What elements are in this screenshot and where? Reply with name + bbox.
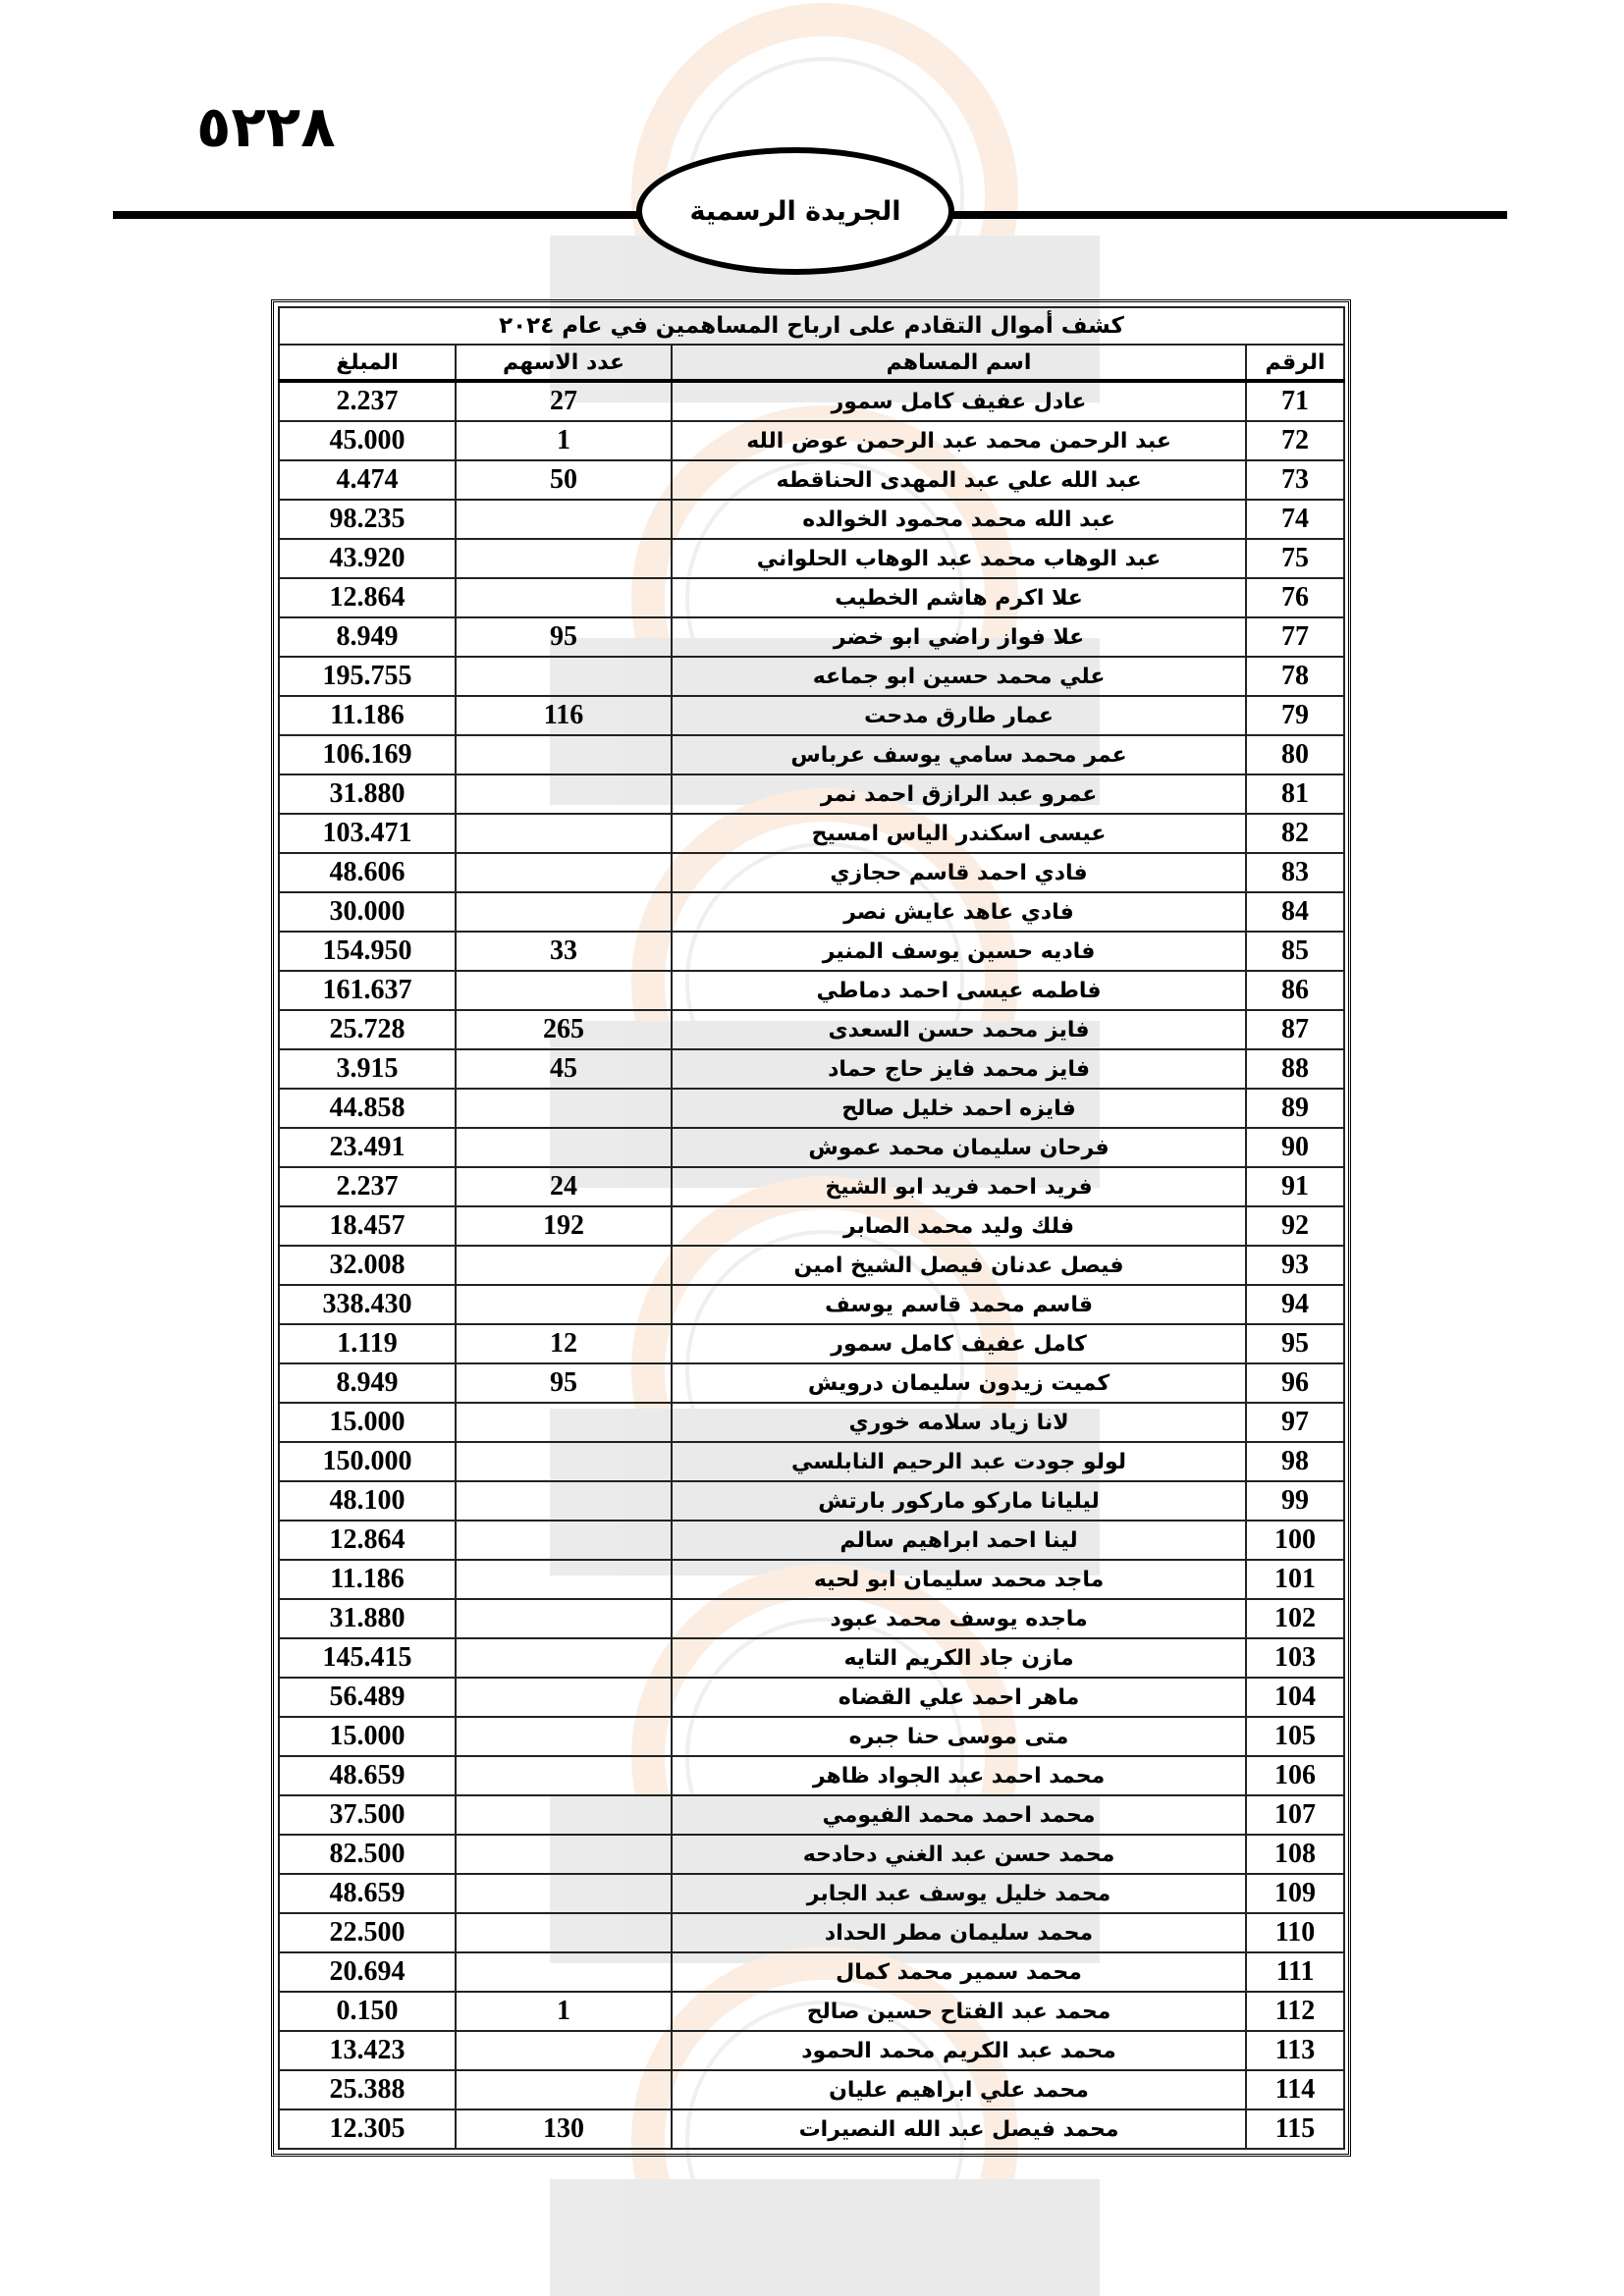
row-number: 96 [1246,1363,1344,1403]
header-amount: المبلغ [279,345,456,381]
row-number: 93 [1246,1246,1344,1285]
row-name: فريد احمد فريد ابو الشيخ [672,1167,1246,1206]
row-name: عبد الله محمد محمود الخوالده [672,500,1246,539]
row-amount: 150.000 [279,1442,456,1481]
header-number: الرقم [1246,345,1344,381]
row-shares [456,735,672,774]
table-row [279,1599,1344,1638]
row-amount: 25.728 [279,1010,456,1049]
table-row [279,1049,1344,1089]
table-caption: كشف أموال التقادم على ارباح المساهمين في عام ٢٠٢٤ [279,307,1344,345]
row-name: محمد سمير محمد كمال [672,1952,1246,1992]
row-amount: 12.864 [279,1521,456,1560]
row-name: علا اكرم هاشم الخطيب [672,578,1246,617]
row-name: فرحان سليمان محمد عموش [672,1128,1246,1167]
table-row [279,2070,1344,2109]
row-number: 92 [1246,1206,1344,1246]
table-row [279,1246,1344,1285]
row-amount: 11.186 [279,1560,456,1599]
row-amount: 25.388 [279,2070,456,2109]
table-row [279,1717,1344,1756]
table-row [279,1560,1344,1599]
row-amount: 15.000 [279,1403,456,1442]
row-name: عبد الوهاب محمد عبد الوهاب الحلواني [672,539,1246,578]
table-row [279,1481,1344,1521]
row-shares [456,539,672,578]
row-shares: 12 [456,1324,672,1363]
row-name: قاسم محمد قاسم يوسف [672,1285,1246,1324]
row-amount: 154.950 [279,932,456,971]
table-row [279,1835,1344,1874]
row-number: 115 [1246,2109,1344,2149]
row-shares [456,1874,672,1913]
table-row [279,1795,1344,1835]
table-row [279,1324,1344,1363]
row-name: فايز محمد فايز حاج حماد [672,1049,1246,1089]
row-amount: 15.000 [279,1717,456,1756]
row-shares [456,1560,672,1599]
row-number: 79 [1246,696,1344,735]
table-row [279,1756,1344,1795]
row-number: 106 [1246,1756,1344,1795]
row-shares: 50 [456,460,672,500]
row-name: محمد علي ابراهيم عليان [672,2070,1246,2109]
row-number: 98 [1246,1442,1344,1481]
row-shares [456,1913,672,1952]
row-name: فلك وليد محمد الصابر [672,1206,1246,1246]
table-row [279,932,1344,971]
row-amount: 23.491 [279,1128,456,1167]
row-number: 108 [1246,1835,1344,1874]
row-shares: 33 [456,932,672,971]
row-number: 81 [1246,774,1344,814]
row-number: 90 [1246,1128,1344,1167]
row-name: متى موسى حنا جبره [672,1717,1246,1756]
row-shares: 24 [456,1167,672,1206]
table-row [279,1521,1344,1560]
row-name: ماهر احمد علي القضاه [672,1678,1246,1717]
row-name: عيسى اسكندر الياس امسيح [672,814,1246,853]
row-amount: 48.659 [279,1874,456,1913]
table-row [279,774,1344,814]
table-row [279,735,1344,774]
row-number: 85 [1246,932,1344,971]
row-shares [456,774,672,814]
row-shares [456,1403,672,1442]
row-amount: 98.235 [279,500,456,539]
row-amount: 30.000 [279,892,456,932]
row-name: محمد احمد محمد الفيومي [672,1795,1246,1835]
row-name: فاطمه عيسى احمد دماطي [672,971,1246,1010]
row-amount: 2.237 [279,381,456,421]
row-shares [456,1638,672,1678]
row-name: علي محمد حسين ابو جماعه [672,657,1246,696]
row-amount: 82.500 [279,1835,456,1874]
row-number: 97 [1246,1403,1344,1442]
row-number: 88 [1246,1049,1344,1089]
row-name: عمرو عبد الرازق احمد نمر [672,774,1246,814]
table-row [279,1285,1344,1324]
row-amount: 8.949 [279,617,456,657]
row-number: 87 [1246,1010,1344,1049]
row-shares: 130 [456,2109,672,2149]
row-name: فاديه حسين يوسف المنير [672,932,1246,971]
row-amount: 48.100 [279,1481,456,1521]
row-number: 95 [1246,1324,1344,1363]
row-name: محمد احمد عبد الجواد ظاهر [672,1756,1246,1795]
row-number: 107 [1246,1795,1344,1835]
row-shares [456,500,672,539]
table-row [279,500,1344,539]
row-name: عمار طارق مدحت [672,696,1246,735]
table-row [279,617,1344,657]
row-shares [456,1599,672,1638]
table-row [279,1952,1344,1992]
row-number: 110 [1246,1913,1344,1952]
table-row [279,814,1344,853]
gazette-title: الجريدة الرسمية [689,195,901,227]
row-amount: 44.858 [279,1089,456,1128]
table-row [279,892,1344,932]
row-amount: 43.920 [279,539,456,578]
row-shares [456,1952,672,1992]
row-amount: 31.880 [279,1599,456,1638]
row-shares [456,1481,672,1521]
row-number: 101 [1246,1560,1344,1599]
table-row [279,1128,1344,1167]
row-name: عمر محمد سامي يوسف عرباس [672,735,1246,774]
row-amount: 20.694 [279,1952,456,1992]
row-amount: 2.237 [279,1167,456,1206]
table-row [279,696,1344,735]
row-number: 114 [1246,2070,1344,2109]
row-name: ماجد محمد سليمان ابو لحيه [672,1560,1246,1599]
row-shares: 95 [456,617,672,657]
contributions-table-frame [271,299,1351,2157]
row-number: 109 [1246,1874,1344,1913]
row-shares [456,892,672,932]
row-number: 89 [1246,1089,1344,1128]
table-row [279,1913,1344,1952]
row-shares: 95 [456,1363,672,1403]
page-number: ٥٢٢٨ [196,93,336,160]
row-amount: 11.186 [279,696,456,735]
table-row [279,657,1344,696]
row-name: عبد الله علي عبد المهدى الحناقطه [672,460,1246,500]
row-shares [456,657,672,696]
row-name: مازن جاد الكريم التايه [672,1638,1246,1678]
row-shares: 45 [456,1049,672,1089]
row-name: لولو جودت عبد الرحيم النابلسي [672,1442,1246,1481]
row-name: محمد فيصل عبد الله النصيرات [672,2109,1246,2149]
row-shares: 1 [456,421,672,460]
table-row [279,1442,1344,1481]
row-number: 71 [1246,381,1344,421]
table-row [279,578,1344,617]
row-amount: 45.000 [279,421,456,460]
row-name: ليليانا ماركو ماركور بارتش [672,1481,1246,1521]
gazette-title-oval [636,147,954,275]
row-amount: 22.500 [279,1913,456,1952]
row-amount: 37.500 [279,1795,456,1835]
row-number: 99 [1246,1481,1344,1521]
row-number: 103 [1246,1638,1344,1678]
table-row [279,460,1344,500]
row-amount: 56.489 [279,1678,456,1717]
row-amount: 3.915 [279,1049,456,1089]
row-name: فايزه احمد خليل صالح [672,1089,1246,1128]
table-row [279,1992,1344,2031]
row-shares [456,1521,672,1560]
row-amount: 48.606 [279,853,456,892]
table-row [279,1363,1344,1403]
table-row [279,1638,1344,1678]
row-shares [456,1128,672,1167]
row-name: عادل عفيف كامل سمور [672,381,1246,421]
row-shares [456,1246,672,1285]
row-shares [456,578,672,617]
row-number: 78 [1246,657,1344,696]
row-name: لانا زياد سلامه خوري [672,1403,1246,1442]
row-number: 83 [1246,853,1344,892]
row-shares: 192 [456,1206,672,1246]
row-shares [456,814,672,853]
row-number: 72 [1246,421,1344,460]
row-amount: 145.415 [279,1638,456,1678]
row-name: فادي عاهد عايش نصر [672,892,1246,932]
row-shares: 27 [456,381,672,421]
table-row [279,421,1344,460]
row-name: كامل عفيف كامل سمور [672,1324,1246,1363]
row-amount: 13.423 [279,2031,456,2070]
table-row [279,1167,1344,1206]
table-row [279,1874,1344,1913]
row-name: عبد الرحمن محمد عبد الرحمن عوض الله [672,421,1246,460]
row-number: 80 [1246,735,1344,774]
table-row [279,1206,1344,1246]
row-amount: 1.119 [279,1324,456,1363]
row-shares [456,1717,672,1756]
table-row [279,539,1344,578]
row-amount: 32.008 [279,1246,456,1285]
table-row [279,2031,1344,2070]
row-amount: 103.471 [279,814,456,853]
row-shares [456,1089,672,1128]
row-number: 104 [1246,1678,1344,1717]
table-row [279,1089,1344,1128]
row-name: ماجده يوسف محمد عبود [672,1599,1246,1638]
table-row [279,381,1344,421]
row-name: محمد سليمان مطر الحداد [672,1913,1246,1952]
row-shares [456,1678,672,1717]
row-amount: 195.755 [279,657,456,696]
row-number: 94 [1246,1285,1344,1324]
table-body [279,381,1344,2149]
row-name: كميت زيدون سليمان درويش [672,1363,1246,1403]
row-shares [456,1442,672,1481]
row-number: 84 [1246,892,1344,932]
row-number: 86 [1246,971,1344,1010]
row-amount: 18.457 [279,1206,456,1246]
header-name: اسم المساهم [672,345,1246,381]
row-amount: 8.949 [279,1363,456,1403]
row-amount: 48.659 [279,1756,456,1795]
row-number: 73 [1246,460,1344,500]
row-name: فادي احمد قاسم حجازي [672,853,1246,892]
row-name: فيصل عدنان فيصل الشيخ امين [672,1246,1246,1285]
row-name: علا فواز راضي ابو خضر [672,617,1246,657]
row-name: محمد عبد الكريم محمد الحمود [672,2031,1246,2070]
contributions-table [278,306,1345,2150]
row-amount: 12.864 [279,578,456,617]
row-amount: 4.474 [279,460,456,500]
row-name: محمد حسن عبد الغني دحادحه [672,1835,1246,1874]
row-amount: 0.150 [279,1992,456,2031]
table-row [279,2109,1344,2149]
row-amount: 338.430 [279,1285,456,1324]
row-shares [456,1756,672,1795]
row-amount: 12.305 [279,2109,456,2149]
row-name: محمد خليل يوسف عبد الجابر [672,1874,1246,1913]
row-amount: 161.637 [279,971,456,1010]
row-shares [456,853,672,892]
row-number: 74 [1246,500,1344,539]
table-row [279,1678,1344,1717]
row-name: لينا احمد ابراهيم سالم [672,1521,1246,1560]
row-shares: 116 [456,696,672,735]
table-row [279,971,1344,1010]
row-shares [456,2070,672,2109]
row-shares [456,1285,672,1324]
row-number: 111 [1246,1952,1344,1992]
row-shares [456,1795,672,1835]
table-row [279,853,1344,892]
row-shares [456,971,672,1010]
row-number: 102 [1246,1599,1344,1638]
row-shares [456,2031,672,2070]
row-number: 75 [1246,539,1344,578]
row-amount: 31.880 [279,774,456,814]
table-row [279,1403,1344,1442]
row-number: 91 [1246,1167,1344,1206]
row-amount: 106.169 [279,735,456,774]
row-shares: 1 [456,1992,672,2031]
row-number: 76 [1246,578,1344,617]
row-shares: 265 [456,1010,672,1049]
row-name: محمد عبد الفتاح حسين صالح [672,1992,1246,2031]
row-number: 113 [1246,2031,1344,2070]
row-number: 112 [1246,1992,1344,2031]
row-number: 100 [1246,1521,1344,1560]
row-number: 105 [1246,1717,1344,1756]
row-name: فايز محمد حسن السعدى [672,1010,1246,1049]
row-shares [456,1835,672,1874]
header-shares: عدد الاسهم [456,345,672,381]
row-number: 77 [1246,617,1344,657]
row-number: 82 [1246,814,1344,853]
table-row [279,1010,1344,1049]
